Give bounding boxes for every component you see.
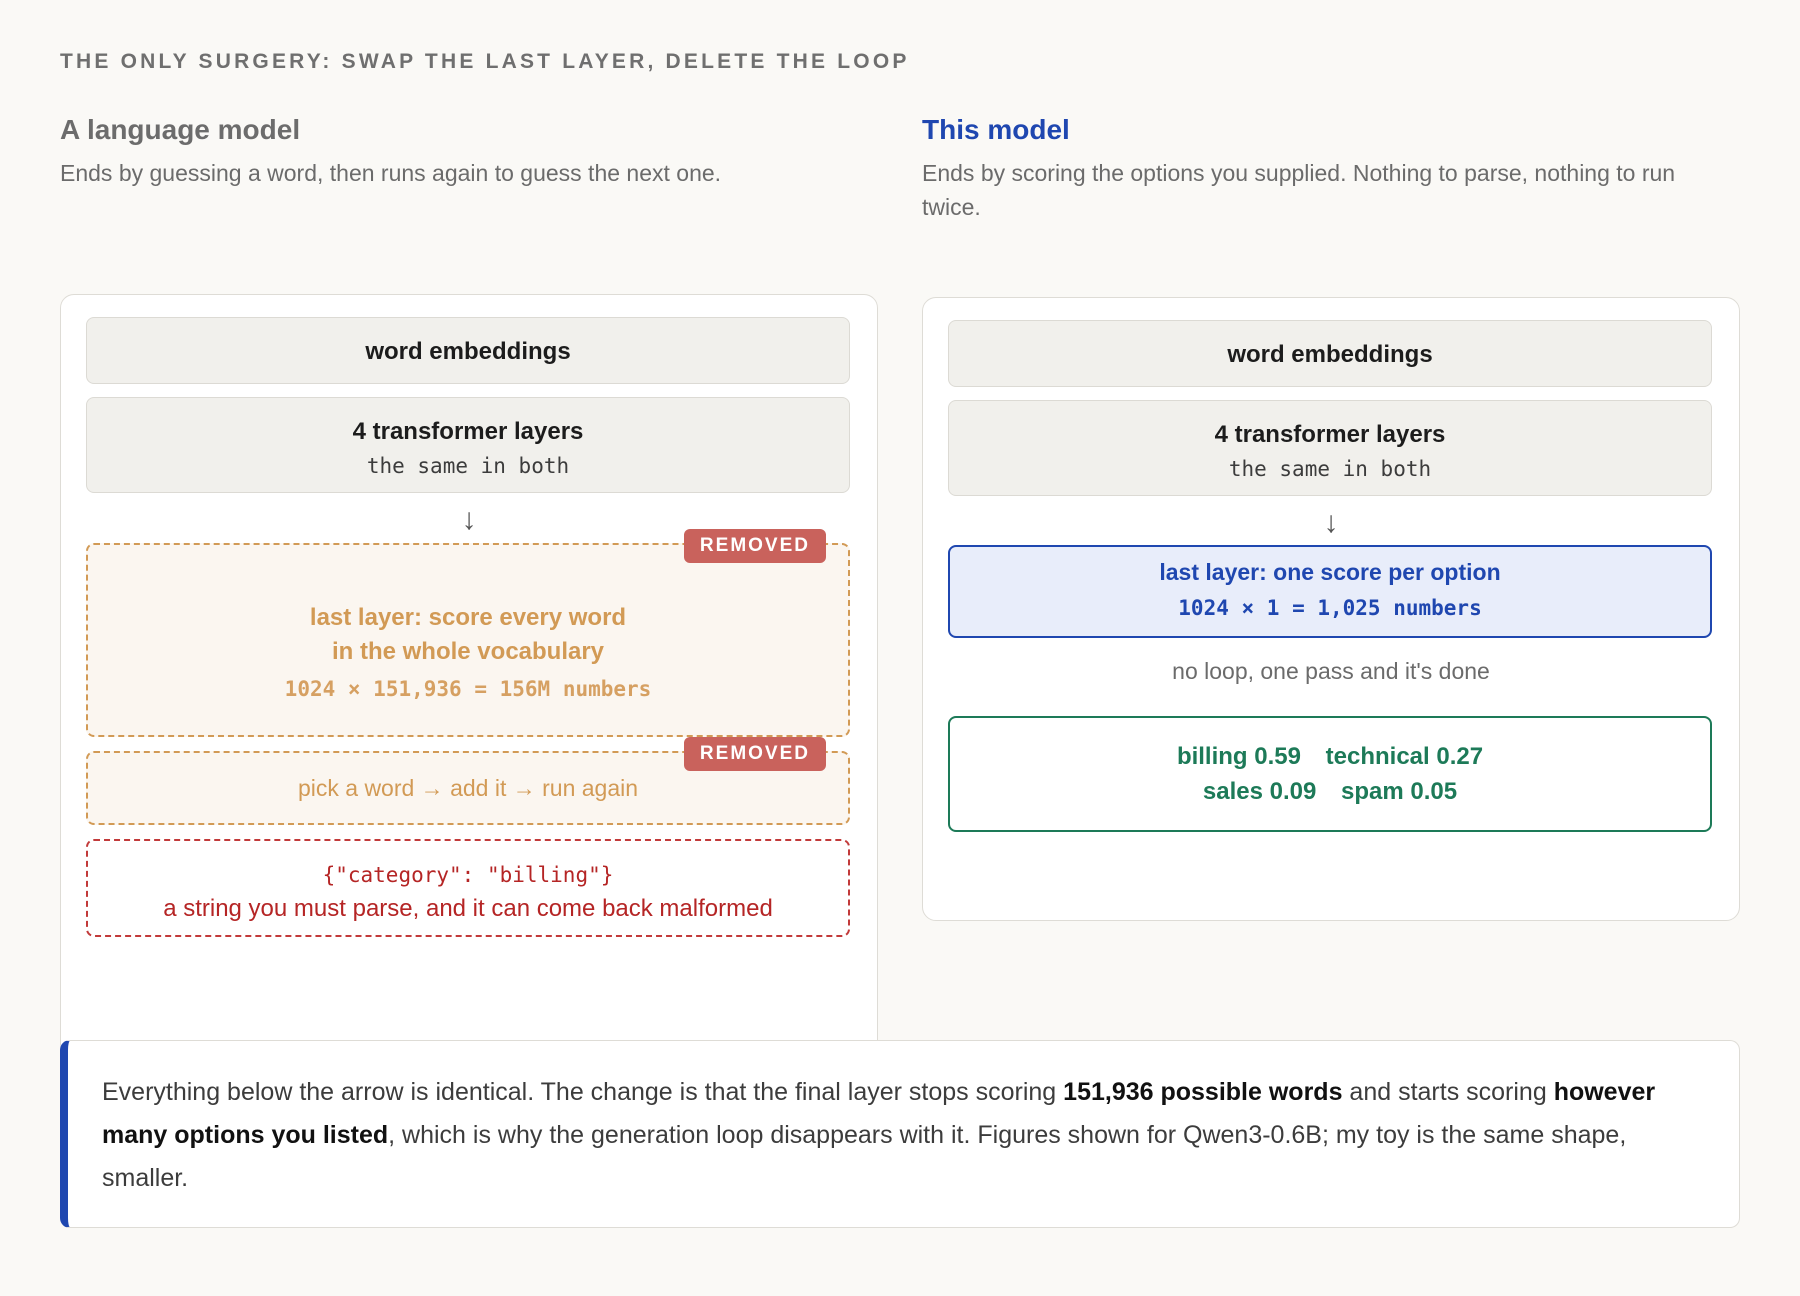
language-model-diagram	[60, 294, 878, 1058]
options-last-layer-math: 1024 × 1 = 1,025 numbers	[1178, 596, 1482, 620]
word-embeddings-box	[86, 317, 850, 384]
option-scores	[950, 739, 1710, 809]
language-model-description: Ends by guessing a word, then runs again to guess the next one.	[60, 160, 722, 186]
transformer-layers-sub: the same in both	[1228, 457, 1432, 481]
vocab-last-layer-line2: in the whole vocabulary	[331, 638, 605, 665]
down-arrow-icon: ↓	[1323, 506, 1339, 539]
no-loop-note: no loop, one pass and it's done	[1172, 658, 1490, 684]
transformer-layers-box	[948, 400, 1712, 496]
note-text-3: , which is why the generation loop disappears with it. Figures shown for Qwen3-0.6B; my toy is the same shape, smaller.	[102, 1121, 1627, 1192]
score-spam: spam 0.05	[1341, 778, 1458, 805]
transformer-layers-label: 4 transformer layers	[352, 418, 584, 445]
explanation-callout	[60, 1040, 1740, 1228]
score-billing: billing 0.59	[1176, 743, 1301, 770]
this-model-diagram	[922, 297, 1740, 921]
string-output-json: {"category": "billing"}	[322, 863, 614, 887]
string-output-box	[86, 839, 850, 937]
note-bold-vocab: 151,936 possible words	[1063, 1078, 1343, 1106]
this-model-column	[922, 112, 1740, 805]
this-model-description: Ends by scoring the options you supplied. Nothing to parse, nothing to run twice.	[922, 160, 1676, 220]
this-model-title: This model	[922, 114, 1070, 145]
options-last-layer-box	[948, 545, 1712, 638]
transformer-layers-box	[86, 397, 850, 493]
removed-badge: REMOVED	[684, 737, 826, 771]
word-embeddings-box	[948, 320, 1712, 387]
generation-loop-label: pick a word → add it → run again	[297, 775, 639, 801]
transformer-layers-sub: the same in both	[366, 454, 570, 478]
language-model-column	[60, 112, 878, 922]
score-sales: sales 0.09	[1202, 778, 1317, 805]
score-row	[950, 774, 1710, 809]
removed-badge: REMOVED	[684, 529, 826, 563]
score-technical: technical 0.27	[1325, 743, 1484, 770]
transformer-layers-label: 4 transformer layers	[1214, 421, 1446, 448]
eyebrow-heading: THE ONLY SURGERY: SWAP THE LAST LAYER, DELETE THE LOOP	[60, 50, 910, 73]
note-text-2: and starts scoring	[1342, 1078, 1554, 1106]
language-model-title: A language model	[60, 114, 301, 145]
word-embeddings-label: word embeddings	[1227, 341, 1433, 368]
vocab-last-layer-box	[86, 535, 850, 737]
options-last-layer-label: last layer: one score per option	[1159, 559, 1501, 585]
word-embeddings-label: word embeddings	[365, 338, 571, 365]
down-arrow-icon: ↓	[461, 503, 477, 536]
generation-loop-box	[86, 743, 850, 825]
vocab-last-layer-math: 1024 × 151,936 = 156M numbers	[284, 677, 652, 701]
page	[60, 50, 1740, 1192]
string-output-warning: a string you must parse, and it can come back malformed	[163, 895, 773, 922]
vocab-last-layer-line1: last layer: score every word	[309, 604, 627, 631]
score-row	[950, 739, 1710, 774]
note-text-1: Everything below the arrow is identical. The change is that the final layer stops scoring	[102, 1078, 1064, 1106]
option-scores-box	[948, 716, 1712, 832]
note-bold-options: however many options you listed	[102, 1078, 1656, 1149]
